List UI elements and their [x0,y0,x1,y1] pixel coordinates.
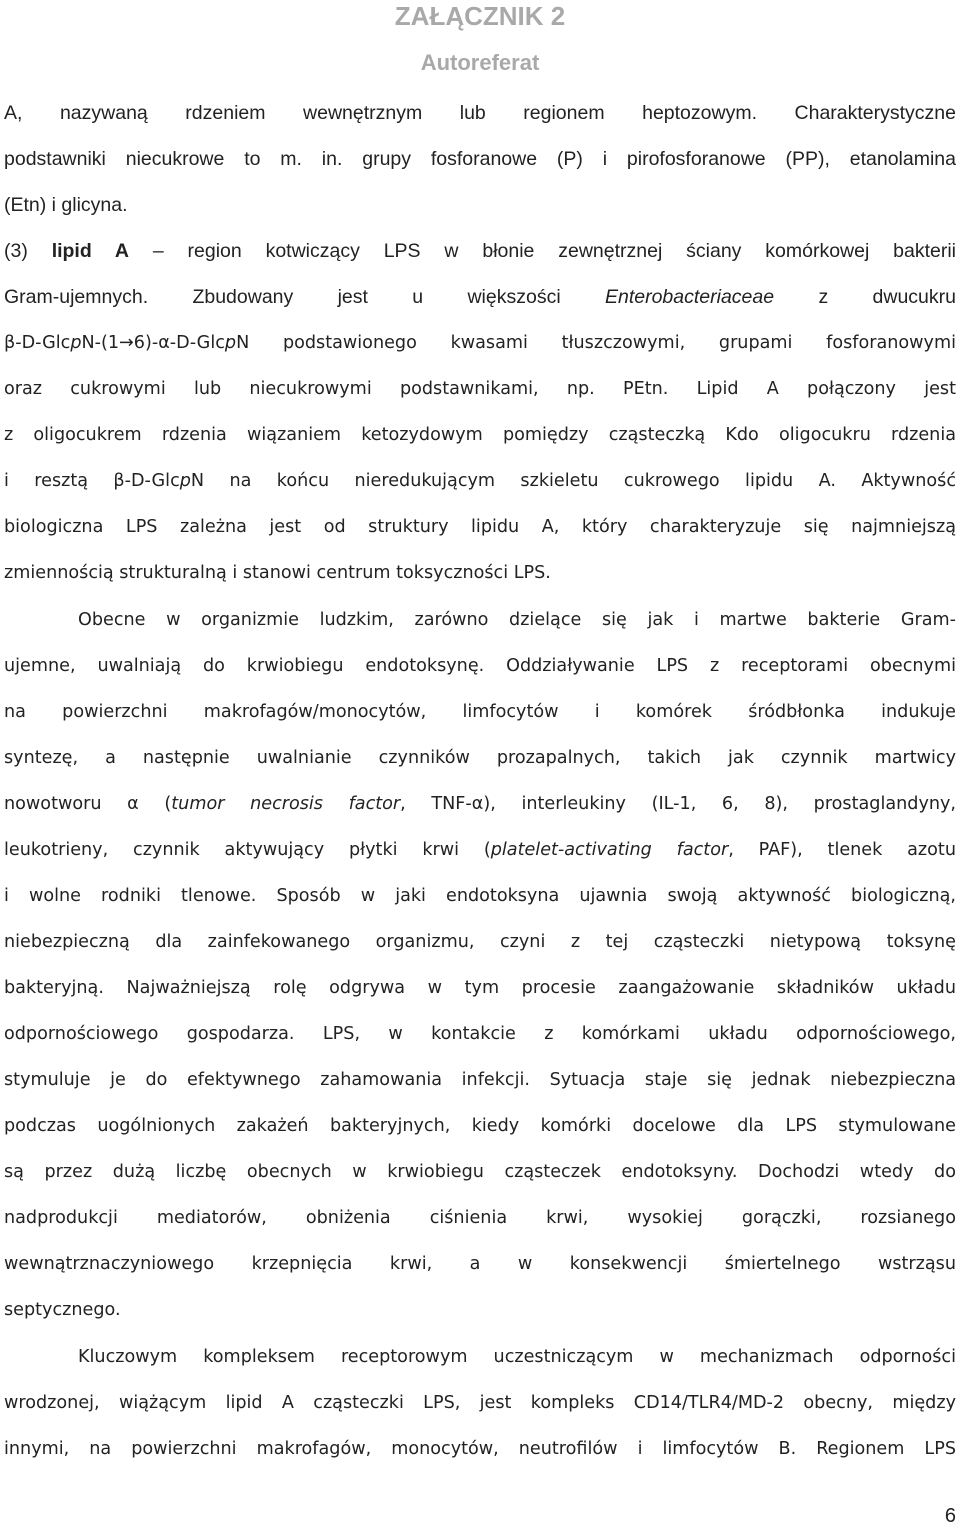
header-subtitle: Autoreferat [420,50,540,75]
text-run: oraz cukrowymi lub niecukrowymi podstawnikami, np. PEtn. Lipid A połączony jest [4,379,956,399]
text-line [4,876,956,916]
text-line [4,1152,956,1192]
text-run: odpornościowego gospodarza. LPS, w kontakcie z komórkami układu odpornościowego, [4,1024,956,1044]
text-run: ujemne, uwalniają do krwiobiegu endotoksynę. Oddziaływanie LPS z receptorami obecnymi [4,656,956,676]
header-title: ZAŁĄCZNIK 2 [394,1,566,31]
text-run: zmiennością strukturalną i stanowi centrum toksyczności LPS. [4,563,551,583]
text-run: syntezę, a następnie uwalnianie czynników prozapalnych, takich jak czynnik martwicy [4,748,956,768]
text-line [78,600,956,640]
text-line [4,553,956,593]
text-line [4,738,956,778]
text-line [4,369,956,409]
text-run: bakteryjną. Najważniejszą rolę odgrywa w tym procesie zaangażowanie składników układu [4,978,956,998]
text-run: innymi, na powierzchni makrofagów, monocytów, neutrofilów i limfocytów B. Regionem LPS [4,1439,956,1459]
text-run: N-(1→6)-α-D-Glc [81,333,225,353]
text-line [4,830,956,870]
text-line [78,1337,956,1377]
text-run: i resztą β-D-Glc [4,471,180,491]
text-line [4,692,956,732]
text-run: nadprodukcji mediatorów, obniżenia ciśnienia krwi, wysokiej gorączki, rozsianego [4,1208,956,1228]
text-run: podstawniki niecukrowe to m. in. grupy fosforanowe (P) i pirofosforanowe (PP), etanolamina [4,148,956,170]
text-run: A, nazywaną rdzeniem wewnętrznym lub regionem heptozowym. Charakterystyczne [4,102,956,124]
text-line [4,139,956,179]
text-line [4,461,956,501]
text-run: stymuluje je do efektywnego zahamowania infekcji. Sytuacja staje się jednak niebezpieczna [4,1070,956,1090]
text-run: niebezpieczną dla zainfekowanego organizmu, czyni z tej cząsteczki nietypową toksynę [4,932,956,952]
text-run: Kluczowym kompleksem receptorowym uczestniczącym w mechanizmach odporności [78,1347,956,1367]
text-line [4,93,956,133]
text-run: Obecne w organizmie ludzkim, zarówno dzielące się jak i martwe bakterie Gram- [78,610,956,630]
text-run: i wolne rodniki tlenowe. Sposób w jaki endotoksyna ujawnia swoją aktywność biologiczną, [4,886,956,906]
text-line [4,231,956,271]
text-run: z dwucukru [774,286,956,308]
text-line [4,784,956,824]
text-line [4,415,956,455]
text-line [4,1290,956,1330]
text-run: są przez dużą liczbę obecnych w krwiobiegu cząsteczek endotoksyny. Dochodzi wtedy do [4,1162,956,1182]
text-run: na powierzchni makrofagów/monocytów, limfocytów i komórek śródbłonka indukuje [4,702,956,722]
text-line [4,1106,956,1146]
text-line [4,1244,956,1284]
text-run: wrodzonej, wiążącym lipid A cząsteczki LPS, jest kompleks CD14/TLR4/MD-2 obecny, między [4,1393,956,1413]
bold-term: lipid A [51,240,129,262]
text-run: septycznego. [4,1300,121,1320]
text-line [4,1060,956,1100]
italic-term: tumor necrosis factor [171,794,401,814]
text-run: , PAF), tlenek azotu [728,840,956,860]
text-run: β-D-Glc [4,333,71,353]
italic-term: p [224,333,237,353]
text-run: N na końcu nieredukującym szkieletu cukrowego lipidu A. Aktywność [190,471,956,491]
italic-term: platelet-activating factor [490,840,729,860]
text-run: N podstawionego kwasami tłuszczowymi, grupami fosforanowymi [236,333,956,353]
italic-term: p [70,333,82,353]
text-run: wewnątrznaczyniowego krzepnięcia krwi, a w konsekwencji śmiertelnego wstrząsu [4,1254,956,1274]
text-run: – region kotwiczący LPS w błonie zewnętrznej ściany komórkowej bakterii [128,240,957,262]
text-run: , TNF-α), interleukiny (IL-1, 6, 8), prostaglandyny, [400,794,957,814]
text-run: leukotrieny, czynnik aktywujący płytki krwi ( [4,840,491,860]
text-line [4,1014,956,1054]
text-run: z oligocukrem rdzenia wiązaniem ketozydowym pomiędzy cząsteczką Kdo oligocukru rdzenia [4,425,956,445]
page-number: 6 [944,1505,956,1527]
text-run: (3) [4,240,52,262]
text-run: nowotworu α ( [4,794,172,814]
text-run: Gram-ujemnych. Zbudowany jest u większości [4,286,605,308]
text-run: (Etn) i glicyna. [4,194,128,216]
text-line [4,277,956,317]
text-line [4,507,956,547]
text-line [4,1198,956,1238]
text-line [4,646,956,686]
text-line [4,1429,956,1469]
text-line [4,1383,956,1423]
text-line [4,922,956,962]
text-run: biologiczna LPS zależna jest od struktury lipidu A, który charakteryzuje się najmniejszą [4,517,956,537]
text-line [4,323,956,363]
text-line [4,968,956,1008]
text-run: podczas uogólnionych zakażeń bakteryjnych, kiedy komórki docelowe dla LPS stymulowane [4,1116,956,1136]
text-line [4,185,956,225]
italic-term: Enterobacteriaceae [604,286,775,308]
italic-term: p [179,471,191,491]
